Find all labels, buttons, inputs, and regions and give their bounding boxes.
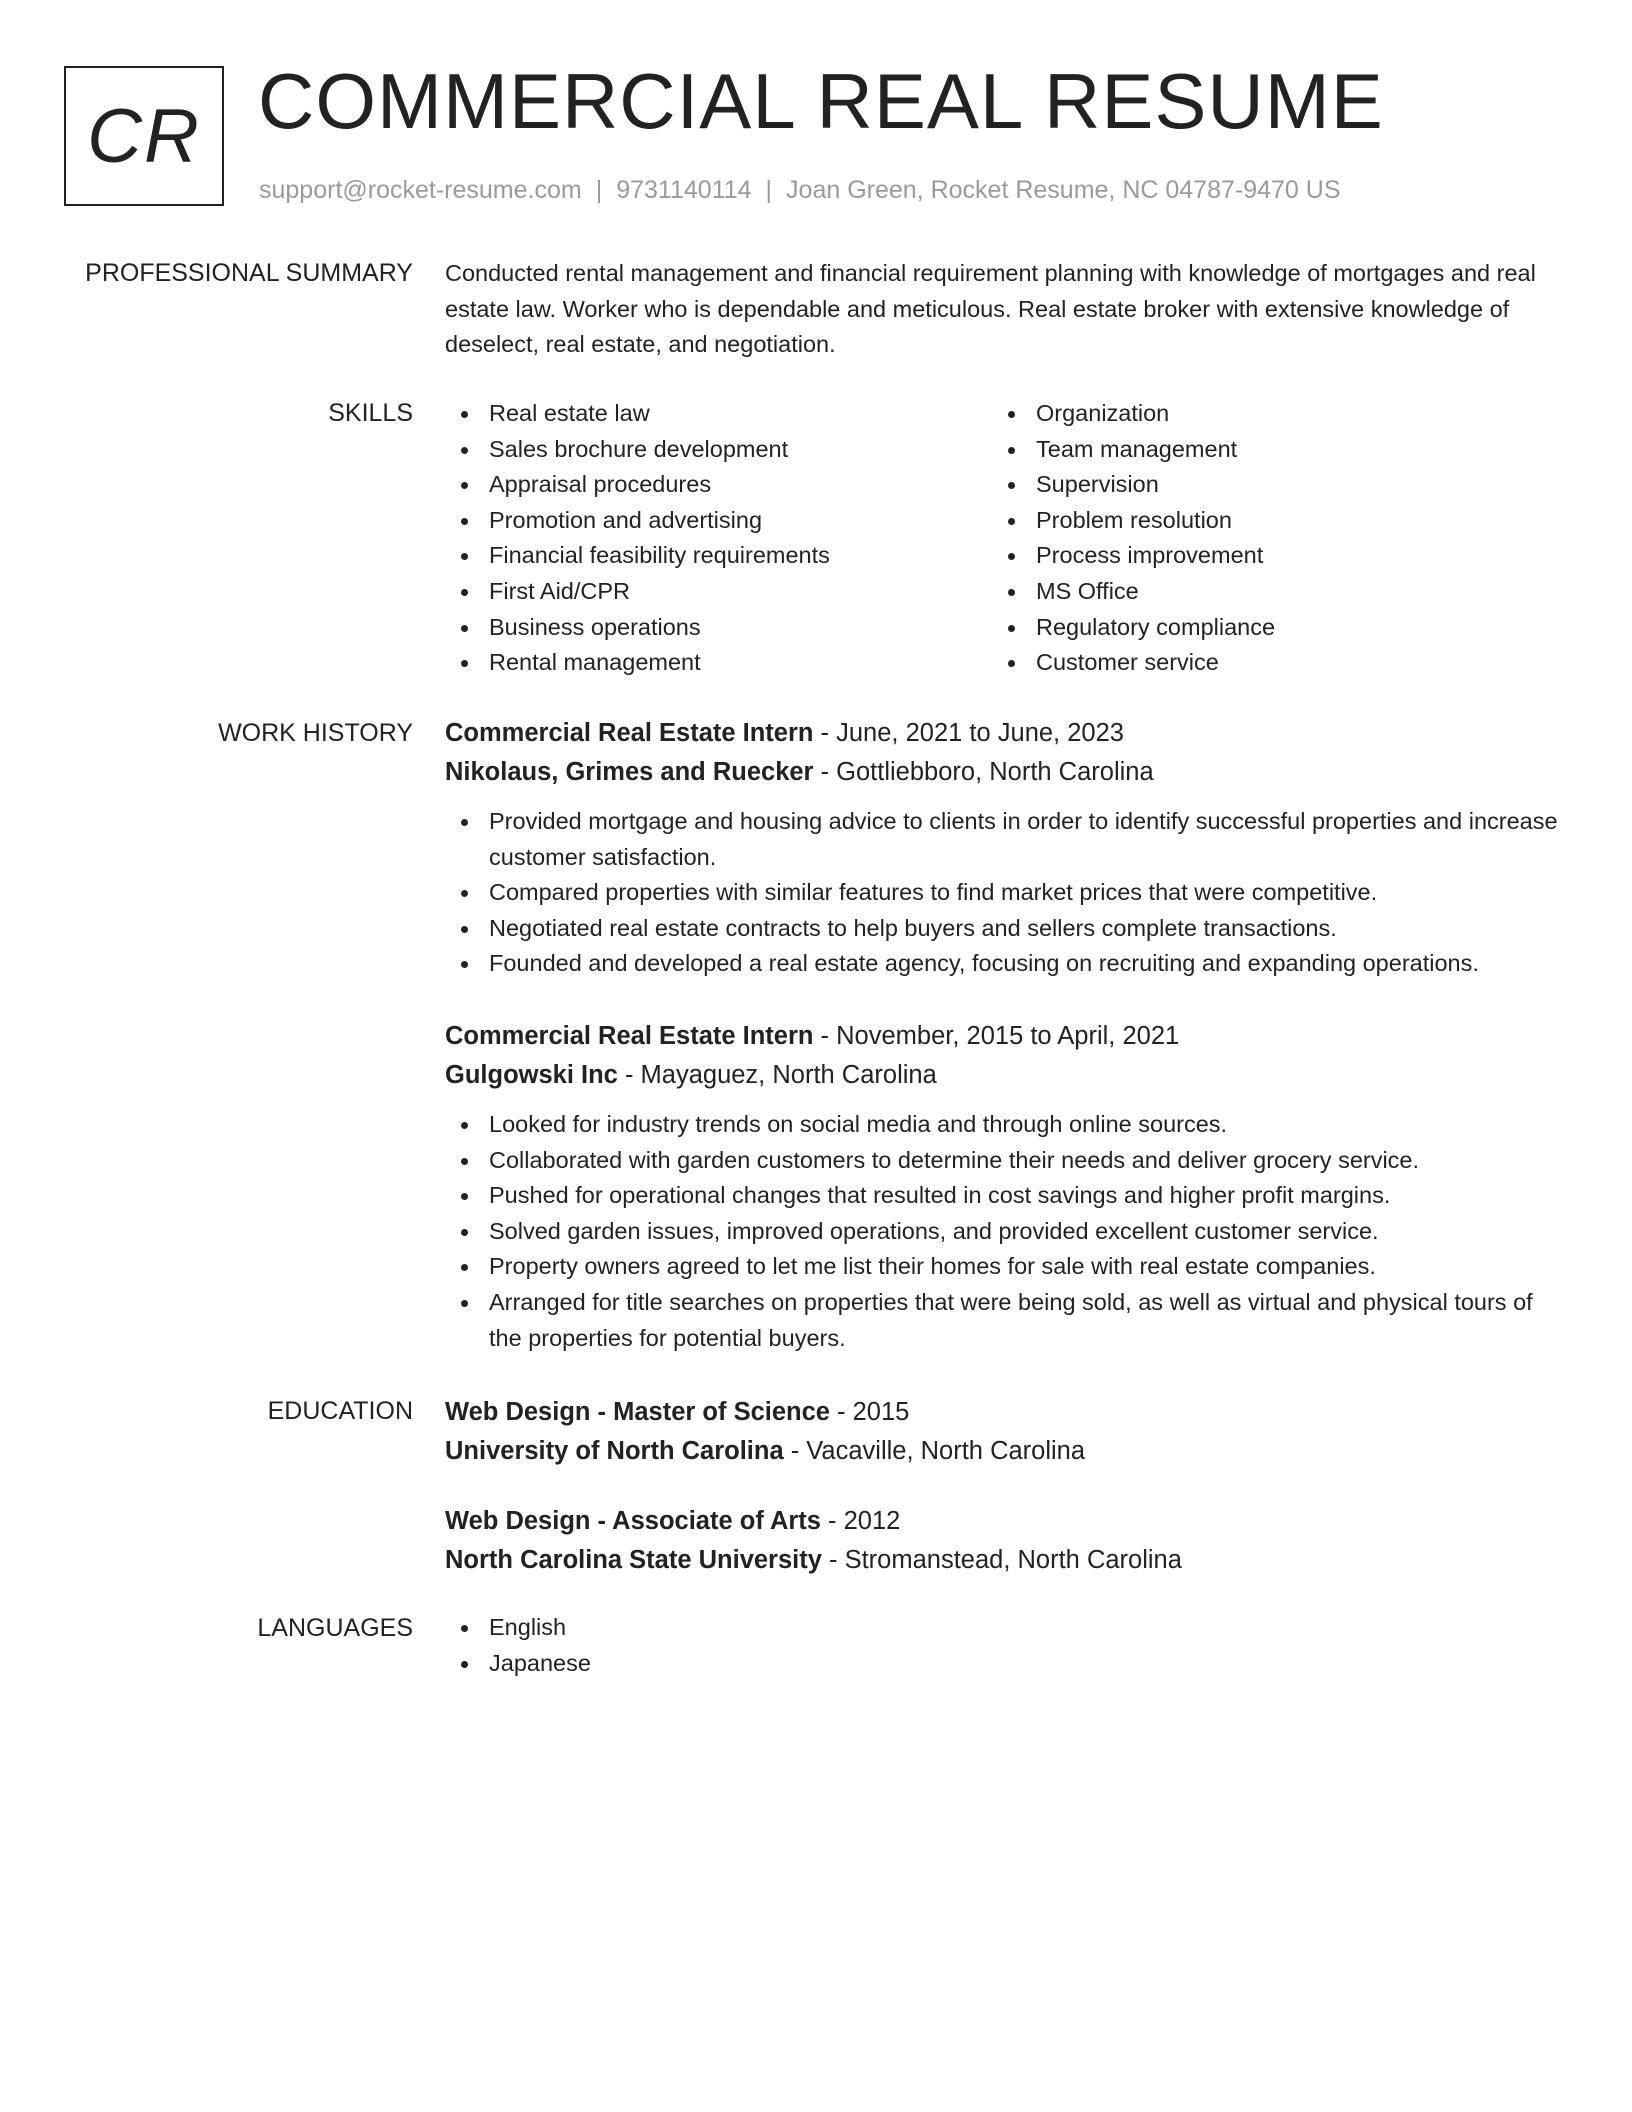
skill-item: First Aid/CPR [445, 574, 992, 610]
education-entry [445, 1393, 1560, 1471]
job-dates: - November, 2015 to April, 2021 [813, 1022, 1180, 1050]
job-duty: Collaborated with garden customers to determine their needs and deliver grocery service. [445, 1143, 1560, 1179]
languages-content [445, 1610, 1560, 1681]
section-label-languages: LANGUAGES [257, 1614, 413, 1642]
school-name: North Carolina State University [445, 1546, 822, 1574]
job-duties-list [445, 804, 1560, 982]
job-entry [445, 714, 1560, 982]
skill-item: Appraisal procedures [445, 467, 992, 503]
skill-item: Real estate law [445, 396, 992, 432]
job-duty: Pushed for operational changes that resulted in cost savings and higher profit margins. [445, 1178, 1560, 1214]
degree-line [445, 1393, 1560, 1432]
contact-separator: | [595, 176, 603, 204]
job-company-line [445, 753, 1560, 792]
section-label-skills: SKILLS [328, 399, 413, 427]
monogram-logo [64, 66, 224, 206]
job-duty: Provided mortgage and housing advice to clients in order to identify successful properties and increase customer satisfaction. [445, 804, 1560, 875]
skills-grid [445, 396, 1560, 681]
contact-line [259, 174, 1341, 206]
section-label-work: WORK HISTORY [218, 719, 413, 747]
skill-item: MS Office [992, 574, 1539, 610]
skills-list-right [992, 396, 1539, 681]
skill-item: Rental management [445, 645, 992, 681]
job-dates: - June, 2021 to June, 2023 [813, 719, 1124, 747]
contact-address: Joan Green, Rocket Resume, NC 04787-9470 US [786, 176, 1341, 204]
skill-item: Organization [992, 396, 1539, 432]
skill-item: Problem resolution [992, 503, 1539, 539]
job-company: Gulgowski Inc [445, 1061, 618, 1089]
school-location: - Vacaville, North Carolina [783, 1437, 1086, 1465]
degree-name: Web Design - Associate of Arts [445, 1507, 821, 1535]
job-title-line [445, 714, 1560, 753]
job-title: Commercial Real Estate Intern [445, 1022, 814, 1050]
language-item: Japanese [445, 1646, 1560, 1682]
skill-item: Team management [992, 432, 1539, 468]
job-company: Nikolaus, Grimes and Ruecker [445, 758, 814, 786]
skill-item: Financial feasibility requirements [445, 538, 992, 574]
school-location: - Stromanstead, North Carolina [821, 1546, 1182, 1574]
job-duties-list [445, 1107, 1560, 1356]
job-duty: Negotiated real estate contracts to help buyers and sellers complete transactions. [445, 911, 1560, 947]
job-company-line [445, 1056, 1560, 1095]
monogram-text: CR [87, 93, 201, 179]
job-duty: Arranged for title searches on properties that were being sold, as well as virtual and physical tours of the properties for potential buyers. [445, 1285, 1560, 1356]
contact-phone: 9731140114 [616, 176, 752, 204]
job-duty: Compared properties with similar features to find market prices that were competitive. [445, 875, 1560, 911]
job-title: Commercial Real Estate Intern [445, 719, 814, 747]
skill-item: Business operations [445, 610, 992, 646]
degree-year: - 2012 [820, 1507, 901, 1535]
job-entry [445, 1017, 1560, 1356]
resume-title: COMMERCIAL REAL RESUME [258, 57, 1384, 145]
skills-content [445, 396, 1560, 681]
job-location: - Mayaguez, North Carolina [617, 1061, 937, 1089]
job-duty: Looked for industry trends on social media and through online sources. [445, 1107, 1560, 1143]
job-duty: Property owners agreed to let me list their homes for sale with real estate companies. [445, 1249, 1560, 1285]
contact-email: support@rocket-resume.com [259, 176, 582, 204]
skill-item: Customer service [992, 645, 1539, 681]
school-line [445, 1432, 1560, 1471]
education-entry [445, 1502, 1560, 1580]
job-location: - Gottliebboro, North Carolina [813, 758, 1154, 786]
language-item: English [445, 1610, 1560, 1646]
skill-item: Sales brochure development [445, 432, 992, 468]
skill-item: Regulatory compliance [992, 610, 1539, 646]
section-label-summary: PROFESSIONAL SUMMARY [85, 259, 413, 287]
summary-text: Conducted rental management and financial requirement planning with knowledge of mortgages and real estate law. Worker who is dependable and meticulous. Real estate broker with extensive knowledge of deselect, real estate, and negotiation. [445, 260, 1536, 358]
job-duty: Founded and developed a real estate agency, focusing on recruiting and expanding operations. [445, 946, 1560, 982]
languages-list [445, 1610, 1560, 1681]
degree-year: - 2015 [829, 1398, 910, 1426]
skill-item: Supervision [992, 467, 1539, 503]
contact-separator: | [765, 176, 773, 204]
job-duty: Solved garden issues, improved operations, and provided excellent customer service. [445, 1214, 1560, 1250]
degree-name: Web Design - Master of Science [445, 1398, 830, 1426]
summary-content [445, 256, 1560, 363]
school-line [445, 1541, 1560, 1580]
skill-item: Promotion and advertising [445, 503, 992, 539]
job-title-line [445, 1017, 1560, 1056]
skill-item: Process improvement [992, 538, 1539, 574]
school-name: University of North Carolina [445, 1437, 784, 1465]
skills-list-left [445, 396, 992, 681]
degree-line [445, 1502, 1560, 1541]
section-label-education: EDUCATION [267, 1397, 413, 1425]
